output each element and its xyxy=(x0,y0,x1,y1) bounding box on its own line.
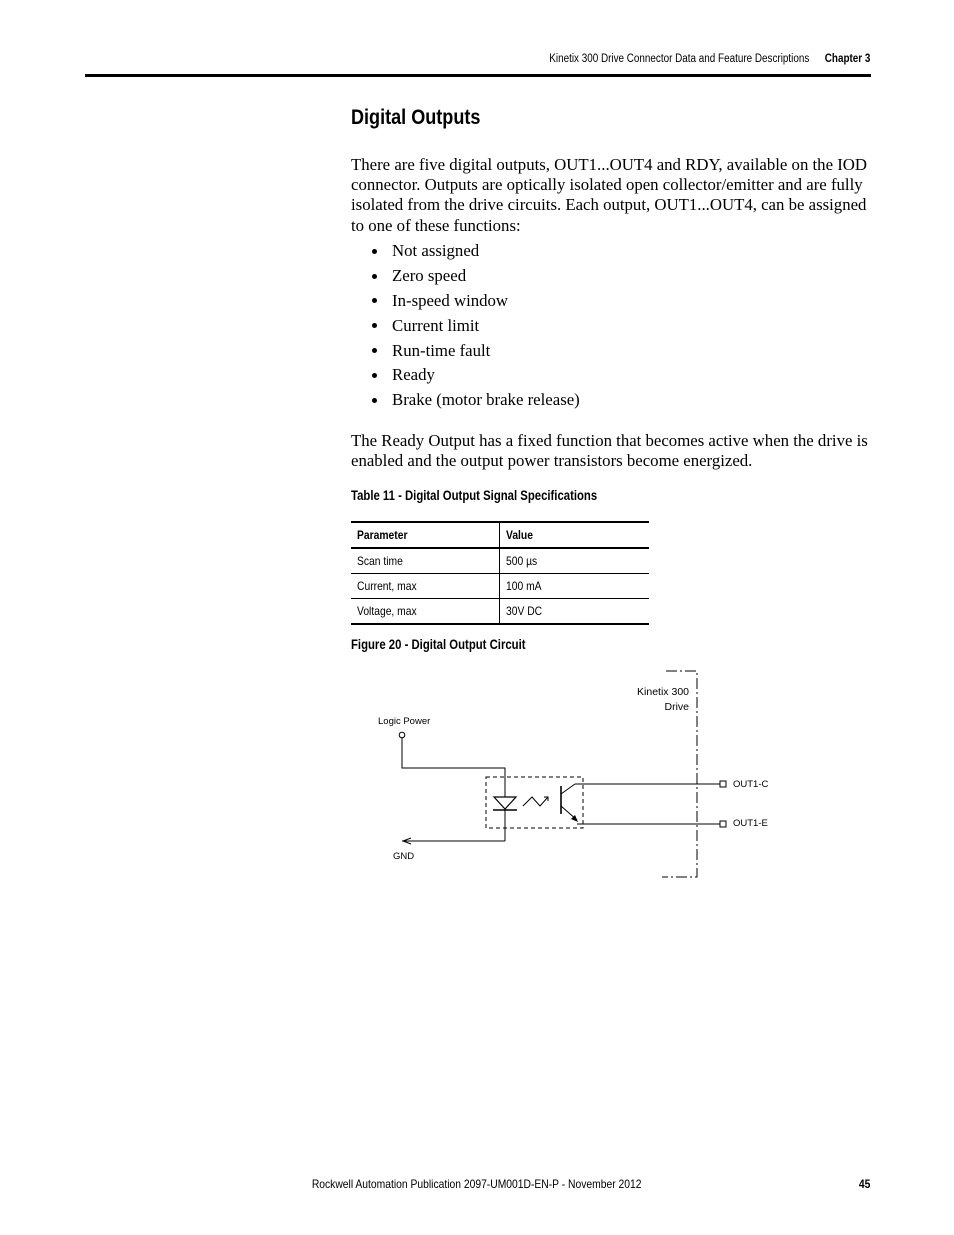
table-cell: Scan time xyxy=(351,548,500,574)
table-cell: 30V DC xyxy=(500,599,650,625)
ready-output-paragraph: The Ready Output has a fixed function that becomes active when the drive is enabled and the output power transistors become energized. xyxy=(351,431,868,471)
function-list xyxy=(372,240,580,414)
drive-label-line2: Drive xyxy=(664,701,689,713)
list-item: In-speed window xyxy=(372,290,580,315)
list-item: Not assigned xyxy=(372,240,580,265)
light-emission-icon xyxy=(523,797,548,806)
list-item: Zero speed xyxy=(372,265,580,290)
table-row xyxy=(351,574,649,599)
chapter-label: Chapter 3 xyxy=(824,53,870,65)
table-caption: Table 11 - Digital Output Signal Specifications xyxy=(351,488,598,503)
out-c-label: OUT1-C xyxy=(733,779,769,790)
list-item: Current limit xyxy=(372,315,580,340)
phototransistor-icon xyxy=(561,784,578,822)
led-icon xyxy=(493,797,517,841)
drive-label-line1: Kinetix 300 xyxy=(637,686,689,698)
table-cell: Current, max xyxy=(351,574,500,599)
out-e-terminal xyxy=(720,821,726,827)
bullet-icon xyxy=(372,373,377,378)
running-header xyxy=(549,53,870,65)
logic-power-terminal xyxy=(399,732,405,738)
page-number: 45 xyxy=(858,1177,870,1191)
table-row xyxy=(351,548,649,574)
table-cell: Voltage, max xyxy=(351,599,500,625)
out-e-label: OUT1-E xyxy=(733,818,768,829)
table-header-row xyxy=(351,522,649,548)
bullet-icon xyxy=(372,298,377,303)
bullet-icon xyxy=(372,249,377,254)
footer-publication: Rockwell Automation Publication 2097-UM001D-EN-P - November 2012 xyxy=(312,1177,642,1191)
running-title: Kinetix 300 Drive Connector Data and Feature Descriptions xyxy=(548,53,809,65)
column-header: Parameter xyxy=(351,522,500,548)
bullet-icon xyxy=(372,274,377,279)
section-title: Digital Outputs xyxy=(351,106,481,129)
table-cell: 500 µs xyxy=(500,548,650,574)
figure-caption: Figure 20 - Digital Output Circuit xyxy=(351,637,526,652)
header-rule xyxy=(85,74,871,77)
table-cell: 100 mA xyxy=(500,574,650,599)
list-item: Ready xyxy=(372,364,580,389)
logic-power-label: Logic Power xyxy=(378,716,431,727)
spec-table xyxy=(351,521,649,625)
out-c-terminal xyxy=(720,781,726,787)
intro-paragraph: There are five digital outputs, OUT1...OUT4 and RDY, available on the IOD connector. Outputs are optically isolated open collector/emitter and are fully isolated from the drive circuits. Each output, OUT1...OUT4, can be assigned to one of these functions: xyxy=(351,155,868,235)
bullet-icon xyxy=(372,398,377,403)
bullet-icon xyxy=(372,348,377,353)
list-item: Run-time fault xyxy=(372,340,580,365)
list-item: Brake (motor brake release) xyxy=(372,389,580,414)
gnd-label: GND xyxy=(393,851,415,862)
logic-power-wire xyxy=(402,738,505,797)
digital-output-circuit-diagram xyxy=(360,660,780,885)
table-row xyxy=(351,599,649,625)
bullet-icon xyxy=(372,323,377,328)
column-header: Value xyxy=(500,522,650,548)
